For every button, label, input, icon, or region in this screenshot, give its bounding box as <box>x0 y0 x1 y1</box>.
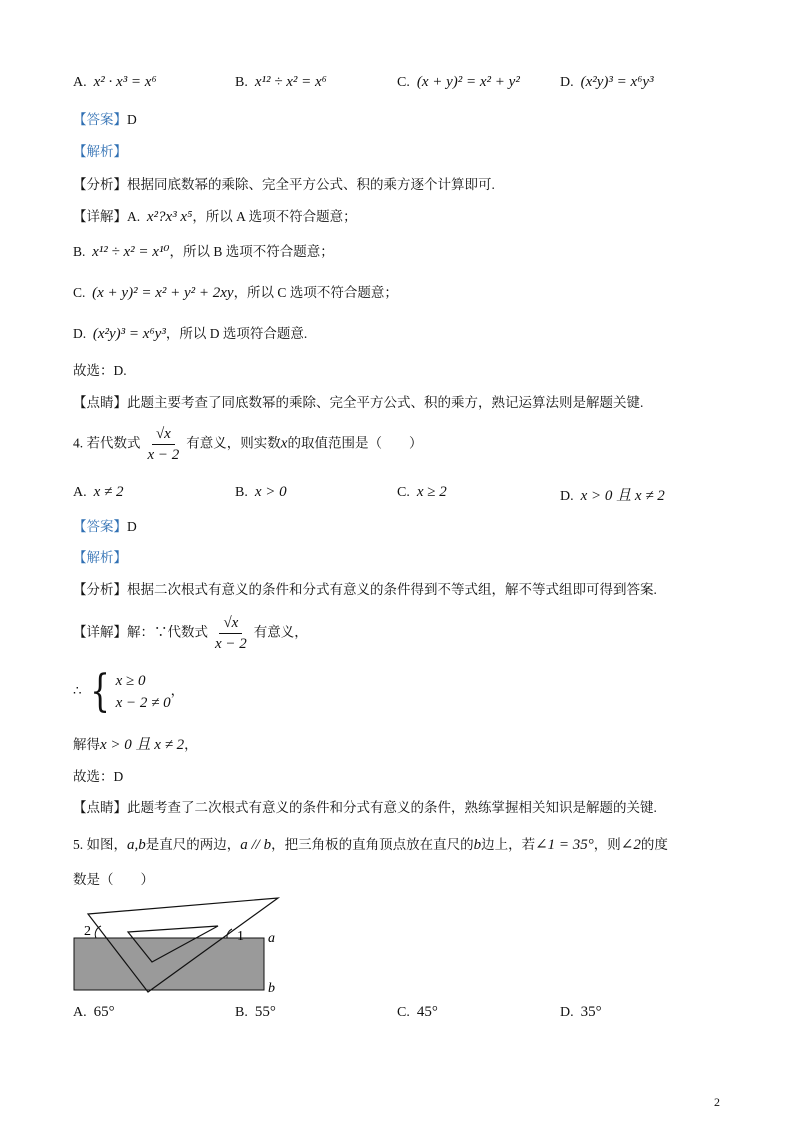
radical-fraction <box>211 614 251 653</box>
fraction-numerator: √x <box>152 425 175 445</box>
edge-a-label: a <box>268 931 275 946</box>
stem-math: b <box>473 837 482 853</box>
q4-system-line <box>73 666 734 717</box>
option-label: A. <box>73 1005 87 1020</box>
q4-fenxi-line <box>73 578 734 598</box>
q4-option-c <box>397 484 447 501</box>
analysis-tag: 【解析】 <box>73 550 127 565</box>
detail-text: ，所以 A 选项不符合题意； <box>192 209 357 224</box>
option-math: 35° <box>580 1004 602 1020</box>
q4-comment-line <box>73 796 734 816</box>
q5-stem <box>73 833 734 854</box>
option-math: 45° <box>416 1004 438 1020</box>
choose-text: 故选：D <box>73 769 124 784</box>
analysis-tag: 【解析】 <box>73 144 127 159</box>
system-row: x ≥ 0 <box>115 673 146 689</box>
q4-solve-line <box>73 733 734 754</box>
detail-tag: 【详解】 <box>73 624 127 640</box>
q5-option-d <box>560 1004 602 1021</box>
ruler-rect <box>74 938 264 990</box>
q3-fenxi-line <box>73 173 734 193</box>
q4-answer-line <box>73 515 734 535</box>
q3-option-a <box>73 74 157 91</box>
q3-detail-d <box>73 322 734 343</box>
stem-text: 边上，若 <box>481 837 536 852</box>
page-number: 2 <box>714 1095 720 1109</box>
q3-option-b <box>235 74 327 91</box>
stem-text: 有意义，则实数 <box>186 435 281 451</box>
q5-option-b <box>235 1004 276 1021</box>
option-math: x > 0 且 x ≠ 2 <box>580 488 665 504</box>
q4-option-a <box>73 484 124 501</box>
answer-tag: 【答案】 <box>73 519 127 534</box>
q3-detail-b <box>73 240 734 261</box>
solve-text: 解得 <box>73 737 100 752</box>
comment-tag: 【点睛】 <box>73 800 127 815</box>
q4-detail-line <box>73 614 734 653</box>
angle2-label: 2 <box>84 924 91 939</box>
option-label: B. <box>235 1005 248 1020</box>
stem-math: ∠1 = 35° <box>535 837 594 853</box>
q4-option-b <box>235 484 287 501</box>
stem-text: 5. 如图， <box>73 837 127 852</box>
system-end: ， <box>170 683 185 699</box>
q3-comment-line <box>73 391 734 411</box>
stem-text: 的取值范围是（ ） <box>287 435 423 451</box>
detail-prefix: C. <box>73 285 86 300</box>
solve-math: x > 0 且 x ≠ 2 <box>100 737 185 753</box>
answer-value: D <box>127 519 137 534</box>
detail-prefix: A. <box>127 209 141 224</box>
option-math: x² · x³ = x⁶ <box>93 74 157 90</box>
option-label: C. <box>397 485 410 500</box>
q4-choose-line <box>73 765 734 785</box>
q5-option-c <box>397 1004 438 1021</box>
stem-variable: x <box>280 435 288 452</box>
detail-prefix: D. <box>73 326 87 341</box>
detail-text: 解：∵代数式 <box>127 624 208 640</box>
detail-text: ，所以 D 选项符合题意. <box>165 326 308 341</box>
q3-choose-line <box>73 359 734 379</box>
option-math: (x²y)³ = x⁶y³ <box>580 74 654 90</box>
option-label: D. <box>560 75 574 90</box>
option-label: B. <box>235 75 248 90</box>
option-math: x ≥ 2 <box>416 484 447 500</box>
fenxi-text: 根据二次根式有意义的条件和分式有意义的条件得到不等式组，解不等式组即可得到答案. <box>127 582 657 597</box>
option-math: (x + y)² = x² + y² <box>416 74 520 90</box>
brace-icon: { <box>89 666 110 717</box>
fraction-numerator: √x <box>219 614 242 634</box>
stem-text: 4. 若代数式 <box>73 435 141 451</box>
comment-tag: 【点睛】 <box>73 395 127 410</box>
therefore-symbol: ∴ <box>73 683 82 699</box>
fenxi-text: 根据同底数幂的乘除、完全平方公式、积的乘方逐个计算即可. <box>127 177 495 192</box>
q4-stem <box>73 425 734 464</box>
q3-answer-line <box>73 108 734 128</box>
system-row: x − 2 ≠ 0 <box>115 695 171 711</box>
stem-text: ，则 <box>593 837 621 852</box>
detail-text: ，所以 C 选项不符合题意； <box>233 285 398 300</box>
detail-text: ，所以 B 选项不符合题意； <box>169 244 334 259</box>
q4-analysis-line <box>73 546 734 566</box>
option-label: C. <box>397 1005 410 1020</box>
stem-math: ∠2 <box>620 837 641 853</box>
option-math: x¹² ÷ x² = x⁶ <box>254 74 327 90</box>
fraction-denominator: x − 2 <box>147 447 180 463</box>
angle1-label: 1 <box>237 929 244 944</box>
detail-math: (x²y)³ = x⁶y³ <box>92 326 166 342</box>
option-math: x > 0 <box>254 484 287 500</box>
stem-text: 数是（ ） <box>73 872 154 887</box>
option-math: x ≠ 2 <box>93 484 124 500</box>
q3-option-c <box>397 74 520 91</box>
solve-end: ， <box>184 737 198 752</box>
q3-detail-c <box>73 281 734 302</box>
stem-math: a // b <box>240 837 272 853</box>
option-label: B. <box>235 485 248 500</box>
fraction-denominator: x − 2 <box>215 636 247 652</box>
fenxi-tag: 【分析】 <box>73 177 127 192</box>
detail-tag: 【详解】 <box>73 209 127 224</box>
choose-text: 故选：D. <box>73 363 127 378</box>
q3-option-d <box>560 74 654 91</box>
detail-math: (x + y)² = x² + y² + 2xy <box>92 285 234 301</box>
answer-value: D <box>127 112 137 127</box>
q3-analysis-line <box>73 140 734 160</box>
ruler-triangle-figure <box>70 896 290 998</box>
option-label: A. <box>73 75 87 90</box>
stem-math: a,b <box>127 837 146 853</box>
detail-text: 有意义， <box>253 624 308 640</box>
q4-option-d <box>560 484 665 505</box>
stem-text: ，把三角板的直角顶点放在直尺的 <box>271 837 474 852</box>
comment-text: 此题主要考查了同底数幂的乘除、完全平方公式、积的乘方，熟记运算法则是解题关键. <box>127 395 644 410</box>
option-label: A. <box>73 485 87 500</box>
edge-b-label: b <box>268 981 275 996</box>
detail-math: x¹² ÷ x² = x¹⁰ <box>92 244 170 260</box>
stem-text: 是直尺的两边， <box>145 837 241 852</box>
radical-fraction <box>144 425 184 464</box>
option-label: C. <box>397 75 410 90</box>
q5-option-a <box>73 1004 115 1021</box>
option-math: 65° <box>93 1004 115 1020</box>
angle2-arc <box>95 926 101 938</box>
fenxi-tag: 【分析】 <box>73 582 127 597</box>
detail-prefix: B. <box>73 244 86 259</box>
q5-stem-line2 <box>73 868 734 888</box>
answer-tag: 【答案】 <box>73 112 127 127</box>
inequality-system <box>82 666 171 717</box>
comment-text: 此题考查了二次根式有意义的条件和分式有意义的条件，熟练掌握相关知识是解题的关键. <box>127 800 657 815</box>
option-label: D. <box>560 489 574 504</box>
stem-text: 的度 <box>640 837 668 852</box>
option-math: 55° <box>254 1004 276 1020</box>
option-label: D. <box>560 1005 574 1020</box>
detail-math: x²?x³ x⁵ <box>146 209 193 225</box>
q3-detail-a <box>73 205 734 226</box>
